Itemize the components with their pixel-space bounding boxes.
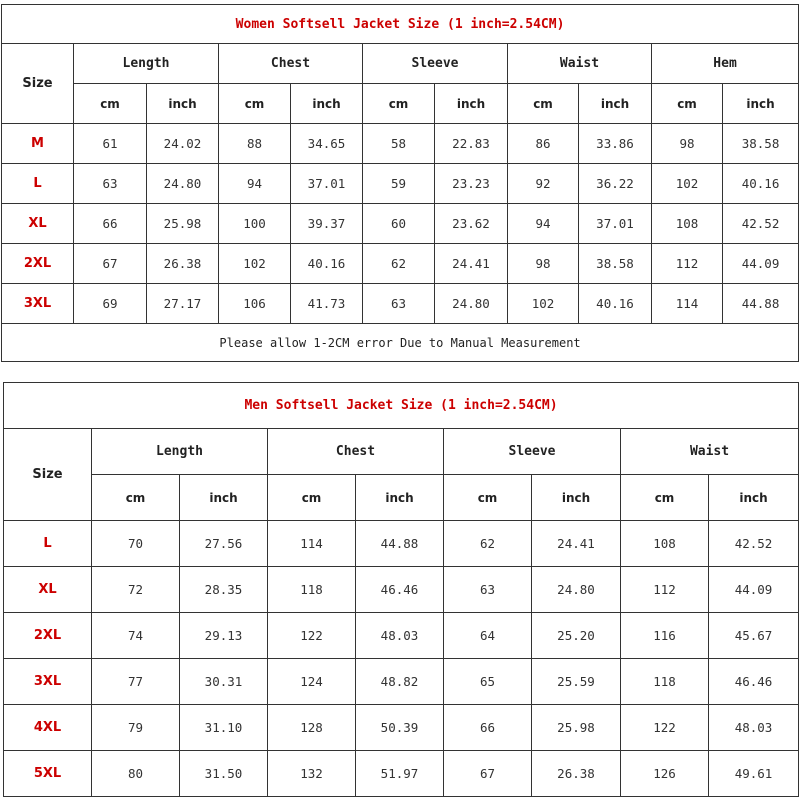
measurement-cell: 23.23 bbox=[435, 164, 508, 204]
measurement-cell: 40.16 bbox=[291, 244, 363, 284]
men-header-sleeve: Sleeve bbox=[444, 429, 621, 475]
size-label: 5XL bbox=[4, 751, 92, 797]
measurement-cell: 25.59 bbox=[532, 659, 621, 705]
measurement-cell: 72 bbox=[92, 567, 180, 613]
women-table-title: Women Softsell Jacket Size (1 inch=2.54CM) bbox=[2, 5, 799, 44]
men-unit-cell: inch bbox=[532, 475, 621, 521]
measurement-cell: 25.98 bbox=[532, 705, 621, 751]
measurement-cell: 122 bbox=[621, 705, 709, 751]
women-header-sleeve: Sleeve bbox=[363, 44, 508, 84]
measurement-cell: 45.67 bbox=[709, 613, 799, 659]
measurement-cell: 106 bbox=[219, 284, 291, 324]
women-unit-cell: cm bbox=[652, 84, 723, 124]
women-header-hem: Hem bbox=[652, 44, 799, 84]
men-size-header: Size bbox=[4, 429, 92, 521]
size-label: M bbox=[2, 124, 74, 164]
measurement-cell: 74 bbox=[92, 613, 180, 659]
women-size-table bbox=[1, 4, 799, 362]
measurement-cell: 63 bbox=[363, 284, 435, 324]
size-label: XL bbox=[4, 567, 92, 613]
measurement-cell: 122 bbox=[268, 613, 356, 659]
measurement-cell: 24.41 bbox=[435, 244, 508, 284]
measurement-cell: 66 bbox=[444, 705, 532, 751]
men-unit-cell: inch bbox=[709, 475, 799, 521]
women-unit-cell: inch bbox=[291, 84, 363, 124]
men-header-chest: Chest bbox=[268, 429, 444, 475]
measurement-cell: 86 bbox=[508, 124, 579, 164]
measurement-cell: 31.10 bbox=[180, 705, 268, 751]
measurement-cell: 41.73 bbox=[291, 284, 363, 324]
measurement-cell: 88 bbox=[219, 124, 291, 164]
measurement-cell: 77 bbox=[92, 659, 180, 705]
men-size-table bbox=[3, 382, 799, 797]
measurement-cell: 44.88 bbox=[356, 521, 444, 567]
table-row bbox=[4, 567, 799, 613]
measurement-cell: 63 bbox=[444, 567, 532, 613]
measurement-cell: 69 bbox=[74, 284, 147, 324]
size-label: 2XL bbox=[4, 613, 92, 659]
measurement-cell: 114 bbox=[652, 284, 723, 324]
measurement-cell: 36.22 bbox=[579, 164, 652, 204]
measurement-cell: 26.38 bbox=[147, 244, 219, 284]
measurement-cell: 44.88 bbox=[723, 284, 799, 324]
men-table-title: Men Softsell Jacket Size (1 inch=2.54CM) bbox=[4, 383, 799, 429]
measurement-cell: 118 bbox=[268, 567, 356, 613]
measurement-cell: 34.65 bbox=[291, 124, 363, 164]
measurement-cell: 94 bbox=[219, 164, 291, 204]
measurement-cell: 28.35 bbox=[180, 567, 268, 613]
measurement-cell: 27.56 bbox=[180, 521, 268, 567]
measurement-cell: 48.82 bbox=[356, 659, 444, 705]
table-row bbox=[2, 124, 799, 164]
measurement-cell: 24.80 bbox=[435, 284, 508, 324]
table-divider bbox=[0, 366, 800, 378]
table-row bbox=[4, 751, 799, 797]
women-unit-cell: cm bbox=[508, 84, 579, 124]
measurement-cell: 50.39 bbox=[356, 705, 444, 751]
size-label: 2XL bbox=[2, 244, 74, 284]
measurement-cell: 42.52 bbox=[723, 204, 799, 244]
measurement-cell: 126 bbox=[621, 751, 709, 797]
measurement-cell: 112 bbox=[652, 244, 723, 284]
measurement-cell: 98 bbox=[652, 124, 723, 164]
measurement-cell: 124 bbox=[268, 659, 356, 705]
table-row bbox=[2, 284, 799, 324]
size-label: 3XL bbox=[2, 284, 74, 324]
men-unit-cell: cm bbox=[268, 475, 356, 521]
measurement-cell: 116 bbox=[621, 613, 709, 659]
table-row bbox=[4, 521, 799, 567]
measurement-cell: 51.97 bbox=[356, 751, 444, 797]
measurement-cell: 38.58 bbox=[723, 124, 799, 164]
measurement-note: Please allow 1-2CM error Due to Manual Measurement bbox=[2, 324, 799, 362]
women-unit-cell: cm bbox=[363, 84, 435, 124]
women-header-waist: Waist bbox=[508, 44, 652, 84]
measurement-cell: 79 bbox=[92, 705, 180, 751]
measurement-cell: 100 bbox=[219, 204, 291, 244]
measurement-cell: 102 bbox=[508, 284, 579, 324]
measurement-cell: 48.03 bbox=[356, 613, 444, 659]
measurement-cell: 42.52 bbox=[709, 521, 799, 567]
measurement-cell: 27.17 bbox=[147, 284, 219, 324]
women-unit-cell: inch bbox=[147, 84, 219, 124]
measurement-cell: 61 bbox=[74, 124, 147, 164]
measurement-cell: 39.37 bbox=[291, 204, 363, 244]
measurement-cell: 25.20 bbox=[532, 613, 621, 659]
measurement-cell: 25.98 bbox=[147, 204, 219, 244]
table-row bbox=[2, 244, 799, 284]
measurement-cell: 26.38 bbox=[532, 751, 621, 797]
measurement-cell: 59 bbox=[363, 164, 435, 204]
measurement-cell: 94 bbox=[508, 204, 579, 244]
measurement-cell: 58 bbox=[363, 124, 435, 164]
men-unit-cell: inch bbox=[180, 475, 268, 521]
measurement-cell: 66 bbox=[74, 204, 147, 244]
measurement-cell: 46.46 bbox=[709, 659, 799, 705]
measurement-cell: 37.01 bbox=[291, 164, 363, 204]
men-unit-cell: cm bbox=[444, 475, 532, 521]
measurement-cell: 24.80 bbox=[147, 164, 219, 204]
measurement-cell: 108 bbox=[621, 521, 709, 567]
men-table-body bbox=[4, 521, 799, 797]
measurement-cell: 46.46 bbox=[356, 567, 444, 613]
measurement-cell: 31.50 bbox=[180, 751, 268, 797]
measurement-cell: 70 bbox=[92, 521, 180, 567]
table-row bbox=[2, 204, 799, 244]
table-row bbox=[4, 659, 799, 705]
measurement-cell: 102 bbox=[219, 244, 291, 284]
measurement-cell: 60 bbox=[363, 204, 435, 244]
measurement-cell: 132 bbox=[268, 751, 356, 797]
women-header-length: Length bbox=[74, 44, 219, 84]
measurement-cell: 92 bbox=[508, 164, 579, 204]
measurement-cell: 114 bbox=[268, 521, 356, 567]
size-label: XL bbox=[2, 204, 74, 244]
size-label: 3XL bbox=[4, 659, 92, 705]
women-unit-cell: inch bbox=[579, 84, 652, 124]
measurement-cell: 44.09 bbox=[723, 244, 799, 284]
measurement-cell: 67 bbox=[444, 751, 532, 797]
measurement-cell: 24.41 bbox=[532, 521, 621, 567]
men-unit-cell: cm bbox=[92, 475, 180, 521]
measurement-cell: 33.86 bbox=[579, 124, 652, 164]
measurement-cell: 108 bbox=[652, 204, 723, 244]
women-table-body bbox=[2, 124, 799, 324]
size-label: L bbox=[2, 164, 74, 204]
men-unit-cell: cm bbox=[621, 475, 709, 521]
measurement-cell: 48.03 bbox=[709, 705, 799, 751]
measurement-cell: 23.62 bbox=[435, 204, 508, 244]
women-header-chest: Chest bbox=[219, 44, 363, 84]
women-unit-cell: inch bbox=[435, 84, 508, 124]
measurement-cell: 63 bbox=[74, 164, 147, 204]
measurement-cell: 98 bbox=[508, 244, 579, 284]
women-unit-cell: inch bbox=[723, 84, 799, 124]
measurement-cell: 128 bbox=[268, 705, 356, 751]
measurement-cell: 102 bbox=[652, 164, 723, 204]
measurement-cell: 40.16 bbox=[723, 164, 799, 204]
measurement-cell: 22.83 bbox=[435, 124, 508, 164]
table-row bbox=[4, 613, 799, 659]
women-unit-cell: cm bbox=[219, 84, 291, 124]
men-header-length: Length bbox=[92, 429, 268, 475]
measurement-cell: 62 bbox=[363, 244, 435, 284]
measurement-cell: 80 bbox=[92, 751, 180, 797]
measurement-cell: 24.80 bbox=[532, 567, 621, 613]
measurement-cell: 24.02 bbox=[147, 124, 219, 164]
size-label: 4XL bbox=[4, 705, 92, 751]
table-row bbox=[2, 164, 799, 204]
measurement-cell: 118 bbox=[621, 659, 709, 705]
measurement-cell: 38.58 bbox=[579, 244, 652, 284]
women-unit-cell: cm bbox=[74, 84, 147, 124]
women-size-header: Size bbox=[2, 44, 74, 124]
measurement-cell: 29.13 bbox=[180, 613, 268, 659]
measurement-cell: 37.01 bbox=[579, 204, 652, 244]
measurement-cell: 62 bbox=[444, 521, 532, 567]
measurement-cell: 112 bbox=[621, 567, 709, 613]
measurement-cell: 64 bbox=[444, 613, 532, 659]
measurement-cell: 65 bbox=[444, 659, 532, 705]
men-header-waist: Waist bbox=[621, 429, 799, 475]
measurement-cell: 30.31 bbox=[180, 659, 268, 705]
measurement-cell: 49.61 bbox=[709, 751, 799, 797]
measurement-cell: 44.09 bbox=[709, 567, 799, 613]
size-label: L bbox=[4, 521, 92, 567]
measurement-cell: 67 bbox=[74, 244, 147, 284]
measurement-cell: 40.16 bbox=[579, 284, 652, 324]
men-unit-cell: inch bbox=[356, 475, 444, 521]
table-row bbox=[4, 705, 799, 751]
